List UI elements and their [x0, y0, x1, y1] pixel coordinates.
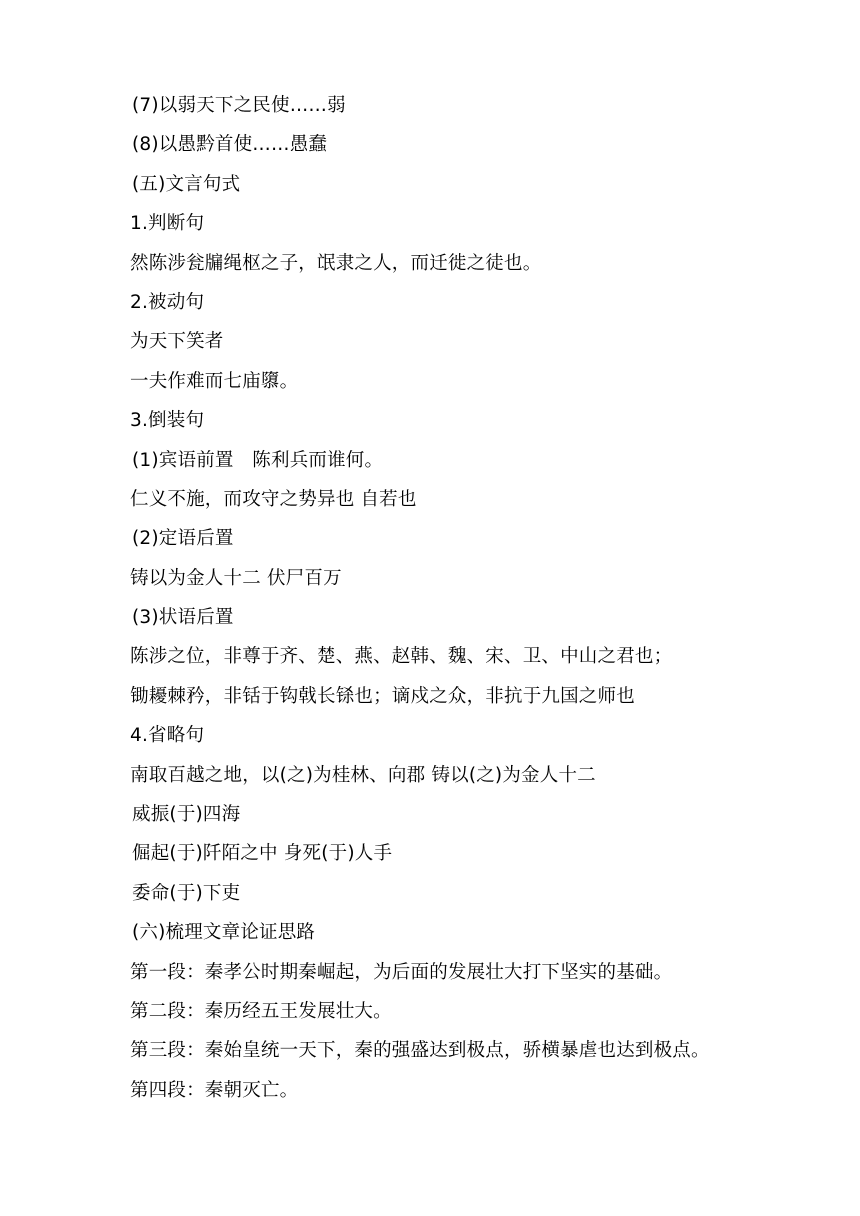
- text-line: 南取百越之地，以(之)为桂林、向郡 铸以(之)为金人十二: [130, 764, 596, 786]
- document-body: [130, 86, 830, 1110]
- text-line: 陈涉之位，非尊于齐、楚、燕、赵韩、魏、宋、卫、中山之君也；: [130, 646, 673, 668]
- text-line: 第四段：秦朝灭亡。: [130, 1079, 299, 1101]
- subsection-heading: 3.倒装句: [130, 410, 205, 432]
- text-line: (8)以愚黔首使……愚蠢: [132, 134, 328, 156]
- text-line: 第三段：秦始皇统一天下，秦的强盛达到极点，骄横暴虐也达到极点。: [130, 1040, 710, 1062]
- text-line: (1)宾语前置 陈利兵而谁何。: [132, 449, 384, 471]
- text-line: 威振(于)四海: [132, 804, 241, 826]
- text-line: 倔起(于)阡陌之中 身死(于)人手: [132, 843, 393, 865]
- subsection-heading: 4.省略句: [130, 725, 205, 747]
- text-line: 仁义不施，而攻守之势异也 自若也: [130, 488, 417, 510]
- text-line: 然陈涉瓮牖绳枢之子，氓隶之人，而迁徙之徒也。: [130, 252, 542, 274]
- text-line: 锄耰棘矜，非铦于钩戟长铩也；谪戍之众，非抗于九国之师也: [130, 685, 635, 707]
- text-line: 铸以为金人十二 伏尸百万: [130, 567, 342, 589]
- section-heading: (五)文言句式: [132, 173, 241, 195]
- text-line: (3)状语后置: [132, 607, 234, 629]
- subsection-heading: 2.被动句: [130, 291, 205, 313]
- text-line: 第二段：秦历经五王发展壮大。: [130, 1000, 392, 1022]
- text-line: 委命(于)下吏: [132, 882, 241, 904]
- section-heading: (六)梳理文章论证思路: [132, 922, 316, 944]
- text-line: (2)定语后置: [132, 528, 234, 550]
- text-line: 为天下笑者: [130, 331, 224, 353]
- subsection-heading: 1.判断句: [130, 213, 205, 235]
- text-line: 一夫作难而七庙隳。: [130, 370, 299, 392]
- text-line: (7)以弱天下之民使……弱: [132, 95, 346, 116]
- text-line: 第一段：秦孝公时期秦崛起，为后面的发展壮大打下坚实的基础。: [130, 961, 673, 983]
